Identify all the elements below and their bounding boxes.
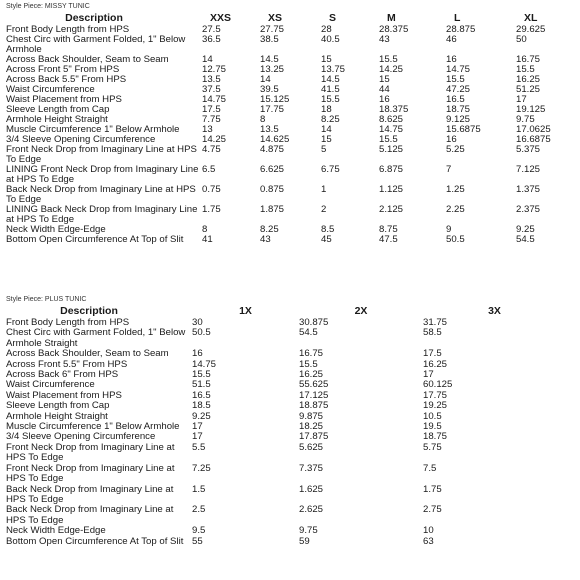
plus-row-description: Front Body Length from HPS xyxy=(6,318,130,328)
plus-measurement-cell: 10 xyxy=(423,526,434,537)
plus-measurement-cell: 55.625 xyxy=(299,380,329,391)
plus-measurement-cell: 59 xyxy=(299,536,310,547)
missy-measurement-cell: 1.125 xyxy=(379,185,404,195)
missy-measurement-cell: 9.125 xyxy=(446,115,471,125)
missy-row-description: Muscle Circumference 1" Below Armhole xyxy=(6,125,180,135)
missy-measurement-cell: 13 xyxy=(202,125,213,135)
missy-measurement-cell: 27.5 xyxy=(202,25,221,35)
missy-table-row xyxy=(6,115,566,125)
missy-row-description: 3/4 Sleeve Opening Circumference xyxy=(6,135,156,145)
missy-header-size: XS xyxy=(268,12,283,24)
missy-row-description: Neck Width Edge-Edge xyxy=(6,225,106,235)
missy-measurement-cell: 8 xyxy=(202,225,208,235)
missy-measurement-cell: 17.0625 xyxy=(516,125,551,135)
missy-measurement-cell: 12.75 xyxy=(202,65,227,75)
missy-row-description: Bottom Open Circumference At Top of Slit xyxy=(6,235,184,245)
plus-header-size: 3X xyxy=(488,305,501,317)
plus-table-row xyxy=(6,485,566,506)
missy-measurement-cell: 7.125 xyxy=(516,165,541,175)
missy-measurement-cell: 15 xyxy=(321,135,332,145)
missy-row-description: Sleeve Length from Cap xyxy=(6,105,110,115)
plus-table-row xyxy=(6,505,566,526)
missy-table-row xyxy=(6,145,566,165)
missy-measurement-cell: 14.5 xyxy=(321,75,340,85)
plus-row-description: Bottom Open Circumference At Top of Slit xyxy=(6,536,184,547)
missy-measurement-cell: 8.5 xyxy=(321,225,335,235)
missy-measurement-cell: 14.5 xyxy=(260,55,279,65)
plus-table-row xyxy=(6,422,566,432)
missy-measurement-cell: 15.6875 xyxy=(446,125,481,135)
plus-measurement-cell: 17 xyxy=(192,422,203,433)
plus-row-description: Neck Width Edge-Edge xyxy=(6,526,106,537)
plus-measurement-cell: 19.25 xyxy=(423,401,448,412)
missy-measurement-cell: 6.625 xyxy=(260,165,285,175)
plus-measurement-cell: 7.375 xyxy=(299,463,324,474)
missy-measurement-cell: 47.25 xyxy=(446,85,471,95)
missy-header-size: L xyxy=(454,12,461,24)
plus-row-description: Waist Placement from HPS xyxy=(6,390,122,401)
missy-measurement-cell: 14 xyxy=(202,55,213,65)
missy-measurement-cell: 14.75 xyxy=(446,65,471,75)
plus-measurement-cell: 54.5 xyxy=(299,328,318,339)
missy-measurement-cell: 13.25 xyxy=(260,65,285,75)
plus-measurement-cell: 7.25 xyxy=(192,463,211,474)
missy-table-row xyxy=(6,105,566,115)
missy-measurement-cell: 16 xyxy=(379,95,390,105)
missy-measurement-cell: 27.75 xyxy=(260,25,285,35)
missy-measurement-cell: 36.5 xyxy=(202,35,221,45)
missy-measurement-cell: 5.25 xyxy=(446,145,465,155)
plus-row-description: Across Front 5.5" From HPS xyxy=(6,359,128,370)
missy-measurement-cell: 8.25 xyxy=(321,115,340,125)
missy-measurement-cell: 13.75 xyxy=(321,65,346,75)
plus-measurement-cell: 30.875 xyxy=(299,318,329,328)
missy-table-row xyxy=(6,185,566,205)
missy-measurement-cell: 7 xyxy=(446,165,452,175)
missy-measurement-cell: 14.75 xyxy=(202,95,227,105)
plus-measurement-cell: 50.5 xyxy=(192,328,211,339)
missy-measurement-cell: 40.5 xyxy=(321,35,340,45)
plus-measurement-cell: 17.125 xyxy=(299,390,329,401)
missy-measurement-cell: 15.5 xyxy=(321,95,340,105)
missy-measurement-cell: 41 xyxy=(202,235,213,245)
missy-measurement-cell: 50.5 xyxy=(446,235,465,245)
missy-measurement-cell: 15.125 xyxy=(260,95,290,105)
plus-table-row xyxy=(6,328,566,349)
plus-measurement-cell: 5.5 xyxy=(192,442,206,453)
missy-style-label: Style Piece: MISSY TUNIC xyxy=(6,3,90,10)
missy-measurement-cell: 1.25 xyxy=(446,185,465,195)
missy-row-description: LINING Front Neck Drop from Imaginary Line at HPS To Edge xyxy=(6,165,199,185)
missy-measurement-cell: 18 xyxy=(321,105,332,115)
missy-section xyxy=(6,2,576,245)
plus-measurement-cell: 51.5 xyxy=(192,380,211,391)
missy-measurement-cell: 43 xyxy=(379,35,390,45)
missy-measurement-cell: 13.5 xyxy=(202,75,221,85)
missy-measurement-cell: 15.5 xyxy=(379,135,398,145)
plus-table-row xyxy=(6,526,566,536)
missy-measurement-cell: 44 xyxy=(379,85,390,95)
plus-header-row xyxy=(6,305,566,318)
plus-measurement-cell: 17 xyxy=(192,432,203,443)
missy-measurement-cell: 15.5 xyxy=(516,65,535,75)
missy-measurement-cell: 14 xyxy=(321,125,332,135)
missy-measurement-cell: 8.75 xyxy=(379,225,398,235)
missy-measurement-cell: 46 xyxy=(446,35,457,45)
missy-measurement-cell: 14 xyxy=(260,75,271,85)
plus-row-description: Back Neck Drop from Imaginary Line at HPS To Edge xyxy=(6,484,174,505)
plus-measurement-cell: 16.5 xyxy=(192,390,211,401)
missy-row-description: Front Neck Drop from Imaginary Line at HPS To Edge xyxy=(6,145,197,165)
missy-measurement-cell: 0.875 xyxy=(260,185,285,195)
missy-row-description: Across Front 5" From HPS xyxy=(6,65,120,75)
missy-measurement-cell: 9 xyxy=(446,225,452,235)
plus-measurement-cell: 17.75 xyxy=(423,390,448,401)
missy-row-description: Across Back 5.5" From HPS xyxy=(6,75,127,85)
missy-table-row xyxy=(6,125,566,135)
plus-measurement-cell: 17 xyxy=(423,370,434,381)
missy-table-row xyxy=(6,25,566,35)
plus-measurement-cell: 15.5 xyxy=(299,359,318,370)
missy-table-row xyxy=(6,235,566,245)
missy-measurement-cell: 0.75 xyxy=(202,185,221,195)
missy-size-table xyxy=(6,12,566,245)
plus-table-row xyxy=(6,318,566,328)
missy-measurement-cell: 15.5 xyxy=(379,55,398,65)
missy-table-row xyxy=(6,35,566,55)
missy-measurement-cell: 15 xyxy=(321,55,332,65)
missy-measurement-cell: 28.875 xyxy=(446,25,476,35)
missy-header-row xyxy=(6,12,566,25)
plus-table-row xyxy=(6,432,566,442)
plus-measurement-cell: 55 xyxy=(192,536,203,547)
missy-measurement-cell: 38.5 xyxy=(260,35,279,45)
plus-row-description: Waist Circumference xyxy=(6,380,95,391)
missy-measurement-cell: 6.5 xyxy=(202,165,216,175)
missy-table-row xyxy=(6,165,566,185)
missy-table-row xyxy=(6,85,566,95)
missy-measurement-cell: 2.25 xyxy=(446,205,465,215)
plus-measurement-cell: 18.25 xyxy=(299,422,324,433)
missy-row-description: Chest Circ with Garment Folded, 1" Below Armhole xyxy=(6,35,186,55)
plus-measurement-cell: 16.75 xyxy=(299,349,324,360)
plus-measurement-cell: 10.5 xyxy=(423,411,442,422)
missy-measurement-cell: 18.75 xyxy=(446,105,471,115)
missy-measurement-cell: 16.75 xyxy=(516,55,541,65)
plus-table-row xyxy=(6,349,566,359)
missy-measurement-cell: 28 xyxy=(321,25,332,35)
missy-table-row xyxy=(6,225,566,235)
plus-measurement-cell: 2.5 xyxy=(192,505,206,516)
plus-measurement-cell: 2.75 xyxy=(423,505,442,516)
plus-measurement-cell: 30 xyxy=(192,318,203,328)
missy-measurement-cell: 9.25 xyxy=(516,225,535,235)
missy-measurement-cell: 2.125 xyxy=(379,205,404,215)
missy-table-row xyxy=(6,135,566,145)
missy-measurement-cell: 5.375 xyxy=(516,145,541,155)
plus-measurement-cell: 1.75 xyxy=(423,484,442,495)
missy-measurement-cell: 45 xyxy=(321,235,332,245)
plus-section xyxy=(6,295,576,547)
plus-size-table xyxy=(6,305,566,547)
plus-measurement-cell: 1.625 xyxy=(299,484,324,495)
missy-table-row xyxy=(6,95,566,105)
plus-measurement-cell: 16 xyxy=(192,349,203,360)
missy-row-description: LINING Back Neck Drop from Imaginary Line at HPS To Edge xyxy=(6,205,198,225)
missy-measurement-cell: 16 xyxy=(446,55,457,65)
missy-header-size: XL xyxy=(524,12,538,24)
missy-header-description: Description xyxy=(65,12,123,24)
plus-row-description: Sleeve Length from Cap xyxy=(6,401,110,412)
missy-measurement-cell: 14.625 xyxy=(260,135,290,145)
missy-measurement-cell: 28.375 xyxy=(379,25,409,35)
missy-measurement-cell: 16.6875 xyxy=(516,135,551,145)
missy-measurement-cell: 7.75 xyxy=(202,115,221,125)
plus-header-description: Description xyxy=(60,305,118,317)
missy-measurement-cell: 8.625 xyxy=(379,115,404,125)
missy-measurement-cell: 2 xyxy=(321,205,327,215)
missy-measurement-cell: 18.375 xyxy=(379,105,409,115)
missy-measurement-cell: 14.25 xyxy=(379,65,404,75)
plus-table-row xyxy=(6,464,566,485)
missy-measurement-cell: 51.25 xyxy=(516,85,541,95)
missy-measurement-cell: 41.5 xyxy=(321,85,340,95)
missy-measurement-cell: 8.25 xyxy=(260,225,279,235)
plus-measurement-cell: 60.125 xyxy=(423,380,453,391)
missy-measurement-cell: 4.875 xyxy=(260,145,285,155)
plus-table-row xyxy=(6,443,566,464)
missy-measurement-cell: 2.375 xyxy=(516,205,541,215)
plus-table-row xyxy=(6,370,566,380)
missy-measurement-cell: 37.5 xyxy=(202,85,221,95)
missy-measurement-cell: 50 xyxy=(516,35,527,45)
missy-row-description: Front Body Length from HPS xyxy=(6,25,130,35)
plus-measurement-cell: 14.75 xyxy=(192,359,217,370)
plus-row-description: Back Neck Drop from Imaginary Line at HPS To Edge xyxy=(6,505,174,526)
missy-measurement-cell: 16 xyxy=(446,135,457,145)
missy-measurement-cell: 43 xyxy=(260,235,271,245)
missy-header-size: M xyxy=(387,12,396,24)
plus-row-description: Chest Circ with Garment Folded, 1" Below Armhole Straight xyxy=(6,328,186,349)
missy-row-description: Across Back Shoulder, Seam to Seam xyxy=(6,55,169,65)
plus-measurement-cell: 63 xyxy=(423,536,434,547)
missy-measurement-cell: 1.875 xyxy=(260,205,285,215)
plus-measurement-cell: 18.5 xyxy=(192,401,211,412)
missy-measurement-cell: 16.5 xyxy=(446,95,465,105)
plus-table-row xyxy=(6,360,566,370)
plus-row-description: Across Back 6" From HPS xyxy=(6,370,119,381)
missy-measurement-cell: 39.5 xyxy=(260,85,279,95)
plus-row-description: Armhole Height Straight xyxy=(6,411,108,422)
missy-header-size: XXS xyxy=(210,12,232,24)
missy-measurement-cell: 14.25 xyxy=(202,135,227,145)
plus-measurement-cell: 1.5 xyxy=(192,484,206,495)
missy-measurement-cell: 9.75 xyxy=(516,115,535,125)
missy-measurement-cell: 54.5 xyxy=(516,235,535,245)
plus-table-row xyxy=(6,537,566,547)
plus-measurement-cell: 16.25 xyxy=(299,370,324,381)
plus-measurement-cell: 16.25 xyxy=(423,359,448,370)
missy-measurement-cell: 1.75 xyxy=(202,205,221,215)
missy-table-row xyxy=(6,65,566,75)
missy-table-row xyxy=(6,75,566,85)
missy-measurement-cell: 29.625 xyxy=(516,25,546,35)
plus-row-description: Across Back Shoulder, Seam to Seam xyxy=(6,349,169,360)
missy-measurement-cell: 15.5 xyxy=(446,75,465,85)
missy-measurement-cell: 5 xyxy=(321,145,327,155)
missy-row-description: Back Neck Drop from Imaginary Line at HPS To Edge xyxy=(6,185,196,205)
plus-measurement-cell: 9.5 xyxy=(192,526,206,537)
missy-row-description: Armhole Height Straight xyxy=(6,115,108,125)
plus-table-row xyxy=(6,412,566,422)
plus-measurement-cell: 19.5 xyxy=(423,422,442,433)
missy-measurement-cell: 1 xyxy=(321,185,327,195)
plus-measurement-cell: 9.25 xyxy=(192,411,211,422)
missy-measurement-cell: 47.5 xyxy=(379,235,398,245)
plus-row-description: 3/4 Sleeve Opening Circumference xyxy=(6,432,156,443)
plus-style-label: Style Piece: PLUS TUNIC xyxy=(6,296,87,303)
missy-measurement-cell: 17.75 xyxy=(260,105,285,115)
plus-table-row xyxy=(6,401,566,411)
plus-measurement-cell: 9.875 xyxy=(299,411,324,422)
plus-row-description: Front Neck Drop from Imaginary Line at HPS To Edge xyxy=(6,463,175,485)
missy-measurement-cell: 1.375 xyxy=(516,185,541,195)
plus-measurement-cell: 17.5 xyxy=(423,349,442,360)
plus-measurement-cell: 15.5 xyxy=(192,370,211,381)
plus-table-row xyxy=(6,391,566,401)
plus-measurement-cell: 18.75 xyxy=(423,432,448,443)
plus-measurement-cell: 7.5 xyxy=(423,463,437,474)
plus-measurement-cell: 17.875 xyxy=(299,432,329,443)
missy-table-row xyxy=(6,55,566,65)
missy-measurement-cell: 19.125 xyxy=(516,105,546,115)
missy-measurement-cell: 8 xyxy=(260,115,266,125)
plus-table-row xyxy=(6,380,566,390)
plus-row-description: Muscle Circumference 1" Below Armhole xyxy=(6,422,180,433)
missy-measurement-cell: 15 xyxy=(379,75,390,85)
missy-measurement-cell: 5.125 xyxy=(379,145,404,155)
missy-measurement-cell: 16.25 xyxy=(516,75,541,85)
missy-measurement-cell: 4.75 xyxy=(202,145,221,155)
plus-row-description: Front Neck Drop from Imaginary Line at HPS To Edge xyxy=(6,442,175,464)
plus-measurement-cell: 18.875 xyxy=(299,401,329,412)
plus-measurement-cell: 31.75 xyxy=(423,318,448,328)
missy-measurement-cell: 14.75 xyxy=(379,125,404,135)
missy-measurement-cell: 6.75 xyxy=(321,165,340,175)
missy-header-size: S xyxy=(329,12,337,24)
plus-header-size: 2X xyxy=(354,305,368,317)
missy-row-description: Waist Placement from HPS xyxy=(6,95,122,105)
missy-measurement-cell: 13.5 xyxy=(260,125,279,135)
plus-measurement-cell: 9.75 xyxy=(299,526,318,537)
plus-measurement-cell: 5.625 xyxy=(299,442,324,453)
plus-header-size: 1X xyxy=(239,305,252,317)
missy-measurement-cell: 6.875 xyxy=(379,165,404,175)
missy-measurement-cell: 17.5 xyxy=(202,105,221,115)
plus-measurement-cell: 2.625 xyxy=(299,505,324,516)
missy-measurement-cell: 17 xyxy=(516,95,527,105)
plus-measurement-cell: 5.75 xyxy=(423,442,442,453)
missy-row-description: Waist Circumference xyxy=(6,85,95,95)
plus-measurement-cell: 58.5 xyxy=(423,328,442,339)
missy-table-row xyxy=(6,205,566,225)
